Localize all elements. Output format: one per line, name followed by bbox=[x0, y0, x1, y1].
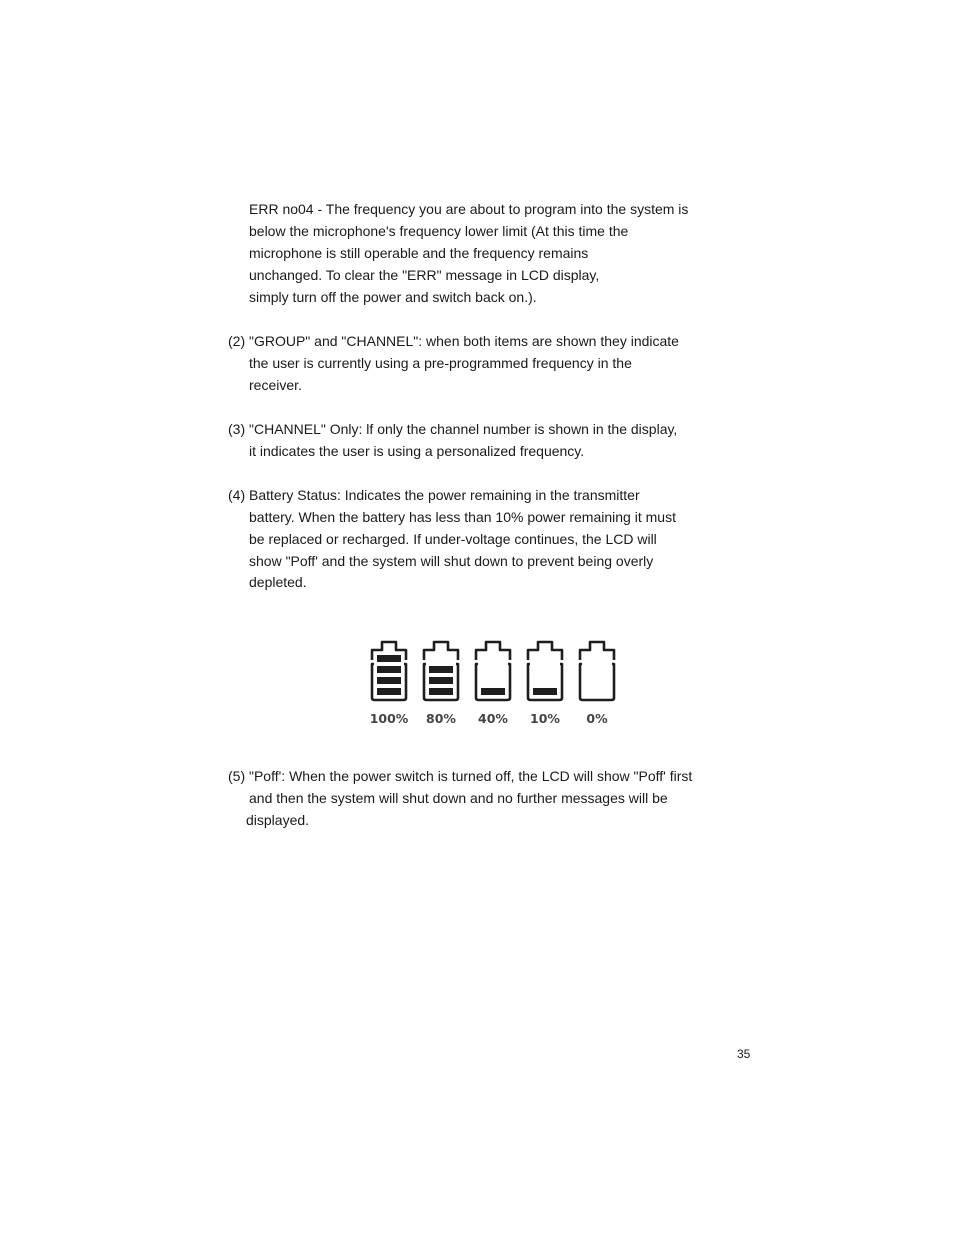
err-no04-line-5: simply turn off the power and switch back on.). bbox=[249, 289, 537, 305]
item4-line-4: show "Poff' and the system will shut down to prevent being overly bbox=[249, 553, 654, 569]
item4-line-3: be replaced or recharged. If under-voltage continues, the LCD will bbox=[249, 531, 657, 547]
battery-level-label: 0% bbox=[586, 711, 608, 726]
item3-line-1: (3) "CHANNEL" Only: lf only the channel number is shown in the display, bbox=[228, 421, 678, 437]
item4-line-2: battery. When the battery has less than 10% power remaining it must bbox=[249, 509, 676, 525]
item5-line-3: displayed. bbox=[246, 812, 310, 828]
item3-line-2: it indicates the user is using a personalized frequency. bbox=[249, 443, 585, 459]
battery-status-figure bbox=[364, 634, 620, 730]
item5-line-1: (5) "Poff': When the power switch is turned off, the LCD will show "Poff' first bbox=[228, 768, 693, 784]
battery-icon-10-percent bbox=[528, 642, 562, 726]
err-no04-line-3: microphone is still operable and the frequency remains bbox=[249, 245, 589, 261]
item4-line-5: depleted. bbox=[249, 574, 307, 590]
battery-fill-bar bbox=[533, 688, 557, 695]
battery-icon-40-percent bbox=[476, 642, 510, 726]
battery-level-label: 40% bbox=[478, 711, 508, 726]
item2-line-3: receiver. bbox=[249, 377, 302, 393]
battery-fill-bar bbox=[377, 677, 401, 684]
battery-level-label: 80% bbox=[426, 711, 456, 726]
item2-line-1: (2) "GROUP" and "CHANNEL": when both items are shown they indicate bbox=[228, 333, 679, 349]
battery-fill-bar bbox=[377, 655, 401, 662]
item2-line-2: the user is currently using a pre-programmed frequency in the bbox=[249, 355, 632, 371]
battery-level-label: 10% bbox=[530, 711, 560, 726]
battery-icon-100-percent bbox=[370, 642, 409, 726]
item5-line-2: and then the system will shut down and no further messages will be bbox=[249, 790, 668, 806]
battery-icon-80-percent bbox=[424, 642, 458, 726]
err-no04-line-4: unchanged. To clear the "ERR" message in LCD display, bbox=[249, 267, 600, 283]
battery-icon-0-percent bbox=[580, 642, 614, 726]
page-number: 35 bbox=[737, 1047, 751, 1061]
item4-line-1: (4) Battery Status: Indicates the power remaining in the transmitter bbox=[228, 487, 640, 503]
err-no04-line-1: ERR no04 - The frequency you are about to program into the system is bbox=[249, 201, 689, 217]
battery-level-label: 100% bbox=[369, 711, 409, 726]
battery-fill-bar bbox=[429, 666, 453, 673]
battery-fill-bar bbox=[377, 666, 401, 673]
battery-fill-bar bbox=[377, 688, 401, 695]
battery-fill-bar bbox=[429, 677, 453, 684]
err-no04-line-2: below the microphone's frequency lower limit (At this time the bbox=[249, 223, 629, 239]
battery-fill-bar bbox=[429, 688, 453, 695]
battery-outline bbox=[580, 642, 614, 700]
battery-fill-bar bbox=[481, 688, 505, 695]
